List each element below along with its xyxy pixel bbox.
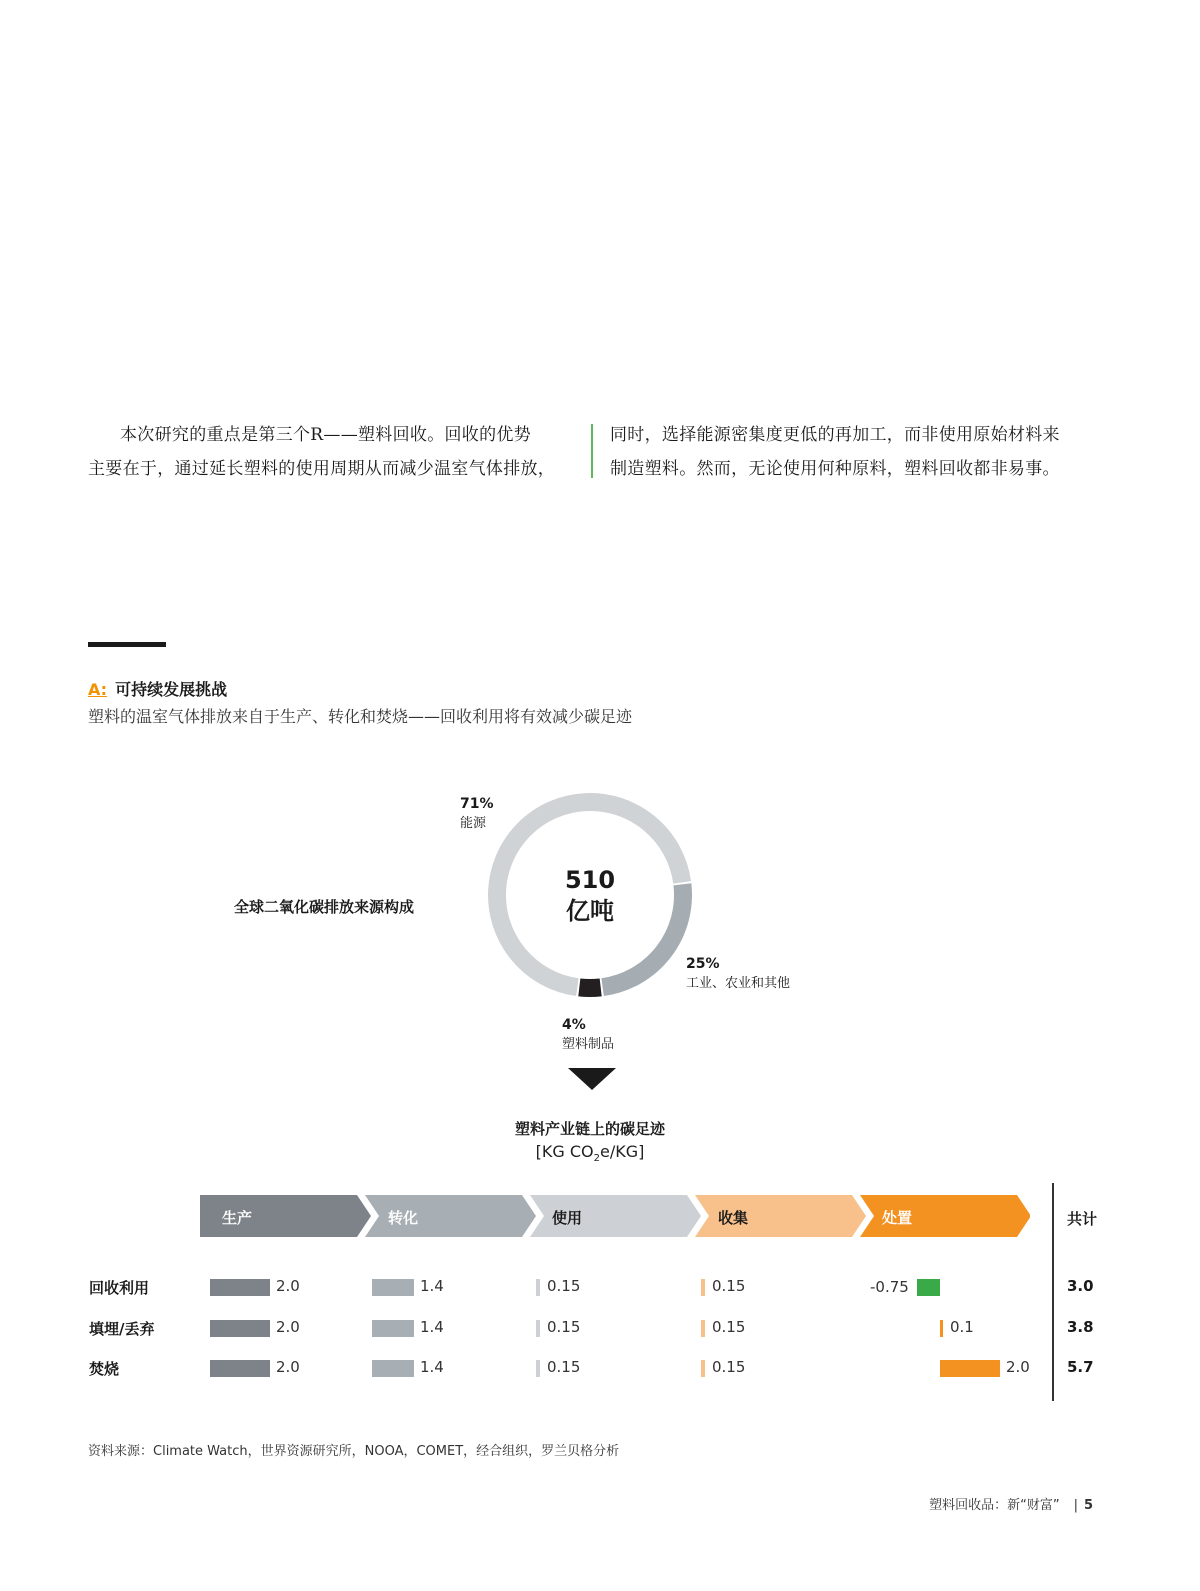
donut-label-plastics: [562, 1015, 614, 1055]
section-rule: [88, 642, 166, 647]
section-heading: [88, 677, 227, 700]
intro-left-column: [88, 418, 580, 486]
chain-title: 塑料产业链上的碳足迹: [514, 1120, 665, 1138]
bar-landfill-conversion: [372, 1320, 414, 1337]
intro-right-column: [610, 418, 1110, 486]
value-landfill-disposal: 0.1: [950, 1318, 974, 1336]
value-recycling-collection: 0.15: [712, 1277, 746, 1295]
value-landfill-conversion: 1.4: [420, 1318, 444, 1336]
stage-label-collection: 收集: [718, 1209, 749, 1227]
footer-title: 塑料回收品：新“财富”: [929, 1498, 1060, 1513]
row-label-incineration: 焚烧: [89, 1360, 120, 1378]
total-landfill: 3.8: [1067, 1318, 1094, 1336]
stage-label-production: 生产: [222, 1209, 253, 1227]
bar-recycling-conversion: [372, 1279, 414, 1296]
chain-unit-prefix: [KG CO: [535, 1142, 594, 1161]
chain-unit-suffix: e/KG]: [599, 1142, 645, 1161]
bar-recycling-production: [210, 1279, 270, 1296]
value-recycling-disposal: -0.75: [870, 1278, 909, 1296]
total-recycling: 3.0: [1067, 1277, 1094, 1295]
bar-incineration-use: [536, 1360, 540, 1377]
bar-recycling-collection: [701, 1279, 705, 1296]
total-incineration: 5.7: [1067, 1358, 1094, 1376]
total-header: 共计: [1067, 1210, 1098, 1228]
value-incineration-disposal: 2.0: [1006, 1358, 1030, 1376]
donut-center-value: 510: [564, 866, 616, 894]
plastics-name: 塑料制品: [562, 1037, 615, 1052]
bar-landfill-collection: [701, 1320, 705, 1337]
bar-landfill-production: [210, 1320, 270, 1337]
page-number: 5: [1083, 1498, 1093, 1513]
energy-pct: 71%: [460, 796, 494, 812]
row-label-recycling: 回收利用: [89, 1279, 150, 1297]
stage-label-use: 使用: [552, 1209, 583, 1227]
bar-landfill-disposal: [940, 1320, 943, 1337]
donut-label: 全球二氧化碳排放来源构成: [234, 898, 415, 916]
row-label-landfill: 填埋/丢弃: [89, 1320, 155, 1338]
value-incineration-use: 0.15: [547, 1358, 581, 1376]
value-landfill-production: 2.0: [276, 1318, 300, 1336]
chain-unit: [390, 1142, 790, 1164]
industry-pct: 25%: [686, 956, 720, 972]
donut-segment-plastics: [579, 987, 600, 988]
value-recycling-conversion: 1.4: [420, 1277, 444, 1295]
intro-divider: [591, 424, 593, 478]
donut-center: [520, 865, 660, 927]
down-arrow-icon: [568, 1068, 616, 1090]
energy-name: 能源: [460, 816, 487, 831]
intro-right-line-2: 制造塑料。然而，无论使用何种原料，塑料回收都非易事。: [610, 459, 1060, 479]
donut-label-energy: [460, 794, 494, 834]
intro-left-line-2: 主要在于，通过延长塑料的使用周期从而减少温室气体排放，: [88, 459, 556, 479]
value-incineration-collection: 0.15: [712, 1358, 746, 1376]
section-letter: A:: [88, 680, 108, 699]
bar-incineration-collection: [701, 1360, 705, 1377]
footer-separator: |: [1073, 1498, 1078, 1513]
bar-incineration-disposal: [940, 1360, 1000, 1377]
source-footnote: 资料来源：Climate Watch，世界资源研究所，NOOA，COMET，经合组织，罗兰贝格分析: [88, 1444, 620, 1459]
donut-label-industry: [686, 954, 790, 994]
stage-label-conversion: 转化: [388, 1209, 419, 1227]
bar-landfill-use: [536, 1320, 540, 1337]
industry-name: 工业、农业和其他: [686, 976, 791, 991]
value-recycling-use: 0.15: [547, 1277, 581, 1295]
value-landfill-use: 0.15: [547, 1318, 581, 1336]
value-landfill-collection: 0.15: [712, 1318, 746, 1336]
value-recycling-production: 2.0: [276, 1277, 300, 1295]
section-subtitle: 塑料的温室气体排放来自于生产、转化和焚烧——回收利用将有效减少碳足迹: [88, 707, 633, 726]
intro-left-line-1: 本次研究的重点是第三个R——塑料回收。回收的优势: [120, 425, 531, 445]
bar-incineration-production: [210, 1360, 270, 1377]
stage-label-disposal: 处置: [882, 1209, 913, 1227]
intro-right-line-1: 同时，选择能源密集度更低的再加工，而非使用原始材料来: [610, 425, 1060, 445]
donut-center-unit: 亿吨: [566, 897, 614, 925]
page-footer: [929, 1494, 1093, 1513]
chain-unit-sub: 2: [593, 1153, 600, 1165]
bar-recycling-use: [536, 1279, 540, 1296]
plastics-pct: 4%: [562, 1017, 586, 1033]
bar-recycling-disposal: [917, 1279, 940, 1296]
value-incineration-production: 2.0: [276, 1358, 300, 1376]
bar-incineration-conversion: [372, 1360, 414, 1377]
section-title: 可持续发展挑战: [115, 680, 228, 699]
total-divider: [1052, 1183, 1054, 1401]
value-incineration-conversion: 1.4: [420, 1358, 444, 1376]
